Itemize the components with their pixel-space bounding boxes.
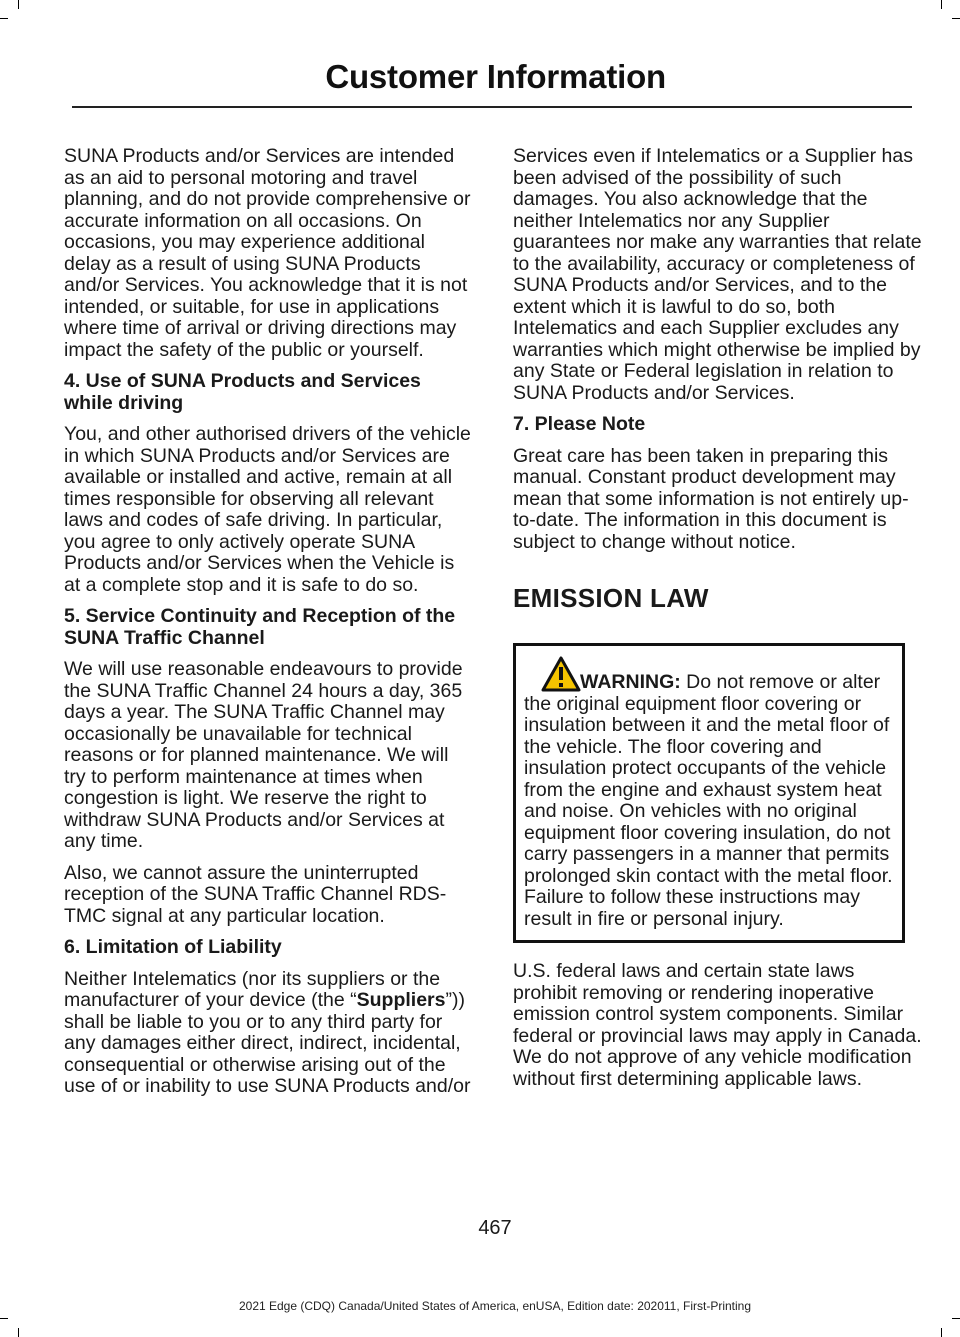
paragraph [64, 969, 474, 1098]
paragraph: We will use reasonable endeavours to provide the SUNA Traffic Channel 24 hours a day, 365 days a year. The SUNA Traffic Channel may occasionally be unavailable for technical reasons or for planned maintenance. We will try to perform maintenance at times when congestion is light. We reserve the right to withdraw SUNA Products and/or Services at any time. [64, 658, 463, 852]
section-heading: 5. Service Continuity and Reception of the SUNA Traffic Channel [64, 605, 456, 649]
crop-mark [0, 1318, 8, 1319]
paragraph: Great care has been taken in preparing this manual. Constant product development may mean that some information is not entirely up-to-date. The information in this document is subject to change without notice. [513, 444, 909, 553]
section-heading: 6. Limitation of Liability [64, 936, 282, 958]
edition-footer: 2021 Edge (CDQ) Canada/United States of America, enUSA, Edition date: 202011, First-Printing [238, 1299, 752, 1313]
page-number: 467 [478, 1217, 512, 1239]
crop-mark [941, 1328, 942, 1337]
warning-triangle-icon [541, 656, 581, 692]
text-run: Neither Intelematics (nor its suppliers or the manufacturer of your device (the “ [64, 967, 441, 1011]
paragraph: Services even if Intelematics or a Supplier has been advised of the possibility of such damages. You also acknowledge that the neither Intelematics nor any Supplier guarantees nor make any warranties that relate to the availability, accuracy or completeness of SUNA Products and/or Services, and to the extent which it is lawful to do so, both Intelematics and each Supplier excludes any warranties which might otherwise be implied by any State or Federal legislation in relation to SUNA Products and/or Services. [513, 145, 922, 404]
left-column [64, 146, 474, 1108]
crop-mark [18, 0, 19, 9]
warning-box [513, 643, 905, 943]
paragraph: You, and other authorised drivers of the vehicle in which SUNA Products and/or Services are available or installed and active, remain at all times responsible for observing all relevant laws and codes of safe driving. In particular, you agree to only actively operate SUNA Products and/or Services when the Vehicle is at a complete stop and it is safe to do so. [64, 423, 471, 596]
warning-label: WARNING: [580, 671, 681, 693]
paragraph: U.S. federal laws and certain state laws prohibit removing or rendering inoperative emission control system components. Similar federal or provincial laws may apply in Canada. We do not approve of any vehicle modification without first determining applicable laws. [513, 960, 922, 1090]
crop-mark [952, 1318, 960, 1319]
paragraph: Also, we cannot assure the uninterrupted reception of the SUNA Traffic Channel RDS-TMC signal at any particular location. [64, 861, 447, 927]
crop-mark [0, 18, 8, 19]
crop-mark [18, 1328, 19, 1337]
warning-text [524, 672, 894, 930]
section-heading: 4. Use of SUNA Products and Services while driving [64, 370, 421, 414]
crop-mark [952, 18, 960, 19]
right-column [513, 146, 923, 1100]
section-title: EMISSION LAW [513, 583, 709, 613]
crop-mark [941, 0, 942, 9]
text-run: ”)) shall be liable to you or to any third party for any damages either direct, indirect, incidental, consequential or otherwise arising out of the use of or inability to use SUNA Products and/or [64, 989, 471, 1097]
page-title: Customer Information [325, 58, 666, 95]
text-run: Do not remove or alter the original equipment floor covering or insulation between it and the metal floor of the vehicle. The floor covering and insulation protect occupants of the vehicle from the engine and exhaust system heat and noise. On vehicles with no original equipment floor covering insulation, do not carry passengers in a manner that permits prolonged skin contact with the metal floor. Failure to follow these instructions may result in fire or personal injury. [524, 671, 893, 930]
section-heading: 7. Please Note [513, 413, 646, 435]
defined-term: Suppliers [356, 989, 446, 1011]
paragraph: SUNA Products and/or Services are intended as an aid to personal motoring and travel planning, and do not provide comprehensive or accurate information on all occasions. On occasions, you may experience additional delay as a result of using SUNA Products and/or Services. You acknowledge that it is not intended, or suitable, for use in applications where time of arrival or driving directions may impact the safety of the public or yourself. [64, 145, 471, 361]
header-divider [72, 106, 912, 108]
